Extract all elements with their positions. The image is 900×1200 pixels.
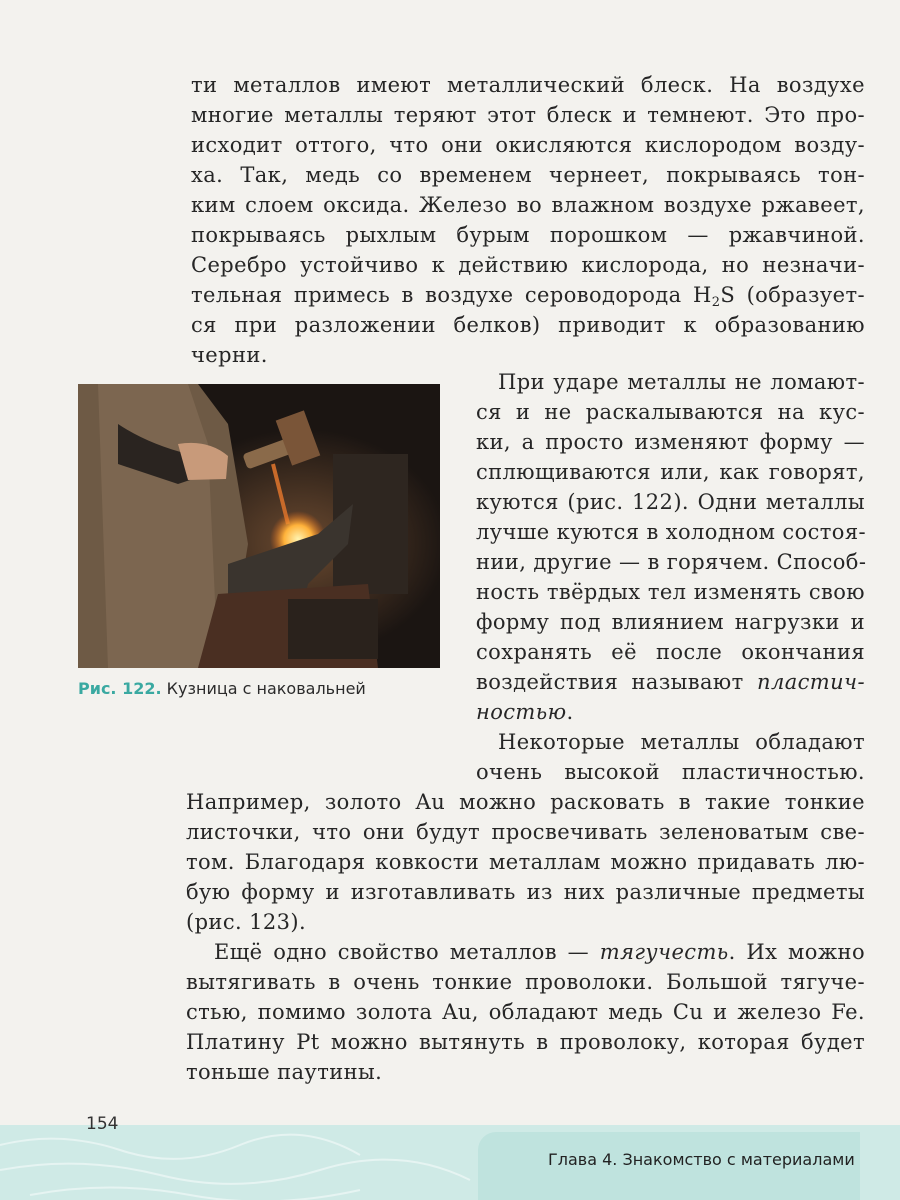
- body-text-line: Некоторые металлы обладают: [498, 730, 865, 754]
- figure-caption-text: Кузница с наковальней: [166, 679, 366, 698]
- body-text-line: форму под влиянием нагрузки и: [476, 610, 865, 634]
- body-text-line: очень высокой пластичностью.: [476, 760, 865, 784]
- body-text-line: покрываясь рыхлым бурым порошком — ржавчиной.: [191, 223, 865, 247]
- body-text-line: ность твёрдых тел изменять свою: [476, 580, 865, 604]
- body-text-line: Платину Pt можно вытянуть в проволоку, которая будет: [186, 1030, 865, 1054]
- term-ductility: тягучесть: [599, 940, 729, 964]
- body-text-line: [476, 697, 574, 727]
- body-text-line: бую форму и изготавливать из них различные предметы: [186, 880, 865, 904]
- text-segment: .: [566, 700, 574, 724]
- body-text-line: сплющиваются или, как говорят,: [476, 460, 865, 484]
- body-text-line: ким слоем оксида. Железо во влажном воздухе ржавеет,: [191, 193, 865, 217]
- body-text-line: листочки, что они будут просвечивать зеленоватым све-: [186, 820, 865, 844]
- body-text-line: [214, 937, 865, 967]
- body-text-line: стью, помимо золота Au, обладают медь Cu и железо Fe.: [186, 1000, 865, 1024]
- body-text-line: вытягивать в очень тонкие проволоки. Большой тягуче-: [186, 970, 865, 994]
- subscript: 2: [711, 295, 721, 310]
- text-segment: тельная примесь в воздухе сероводорода H: [191, 283, 712, 307]
- body-text-line: ти металлов имеют металлический блеск. На воздухе: [191, 73, 865, 97]
- body-text-line: ся при разложении белков) приводит к образованию: [191, 313, 865, 337]
- forge-photo: [78, 384, 440, 668]
- term-plasticity: ностью: [476, 700, 567, 724]
- body-text-line: том. Благодаря ковкости металлам можно придавать лю-: [186, 850, 865, 874]
- body-text-line: При ударе металлы не ломают-: [498, 370, 865, 394]
- body-text-line: многие металлы теряют этот блеск и темнеют. Это про-: [191, 103, 865, 127]
- page-number: 154: [86, 1114, 119, 1134]
- body-text-line: Например, золото Au можно расковать в такие тонкие: [186, 790, 865, 814]
- body-text-line: [191, 280, 865, 310]
- body-text-line: ки, а просто изменяют форму —: [476, 430, 865, 454]
- body-text-line: тоньше паутины.: [186, 1060, 383, 1084]
- text-segment: воздействия называют: [476, 670, 758, 694]
- body-text-line: [476, 667, 865, 697]
- body-text-line: куются (рис. 122). Одни металлы: [476, 490, 865, 514]
- body-text-line: лучше куются в холодном состоя-: [476, 520, 866, 544]
- term-plasticity: пластич-: [757, 670, 865, 694]
- body-text-line: ся и не раскалываются на кус-: [476, 400, 865, 424]
- body-text-line: Серебро устойчиво к действию кислорода, но незначи-: [191, 253, 865, 277]
- text-segment: S (образует-: [720, 283, 865, 307]
- figure-caption: [78, 678, 366, 700]
- figure-label: Рис. 122.: [78, 679, 162, 698]
- body-text-line: ха. Так, медь со временем чернеет, покрываясь тон-: [191, 163, 865, 187]
- body-text-line: сохранять её после окончания: [476, 640, 865, 664]
- text-segment: Ещё одно свойство металлов —: [214, 940, 600, 964]
- body-text-line: черни.: [191, 343, 268, 367]
- text-segment: . Их можно: [728, 940, 865, 964]
- body-text-line: нии, другие — в горячем. Способ-: [476, 550, 867, 574]
- body-text-line: (рис. 123).: [186, 910, 307, 934]
- chapter-title: Глава 4. Знакомство с материалами: [548, 1150, 855, 1169]
- body-text-line: исходит оттого, что они окисляются кислородом возду-: [191, 133, 865, 157]
